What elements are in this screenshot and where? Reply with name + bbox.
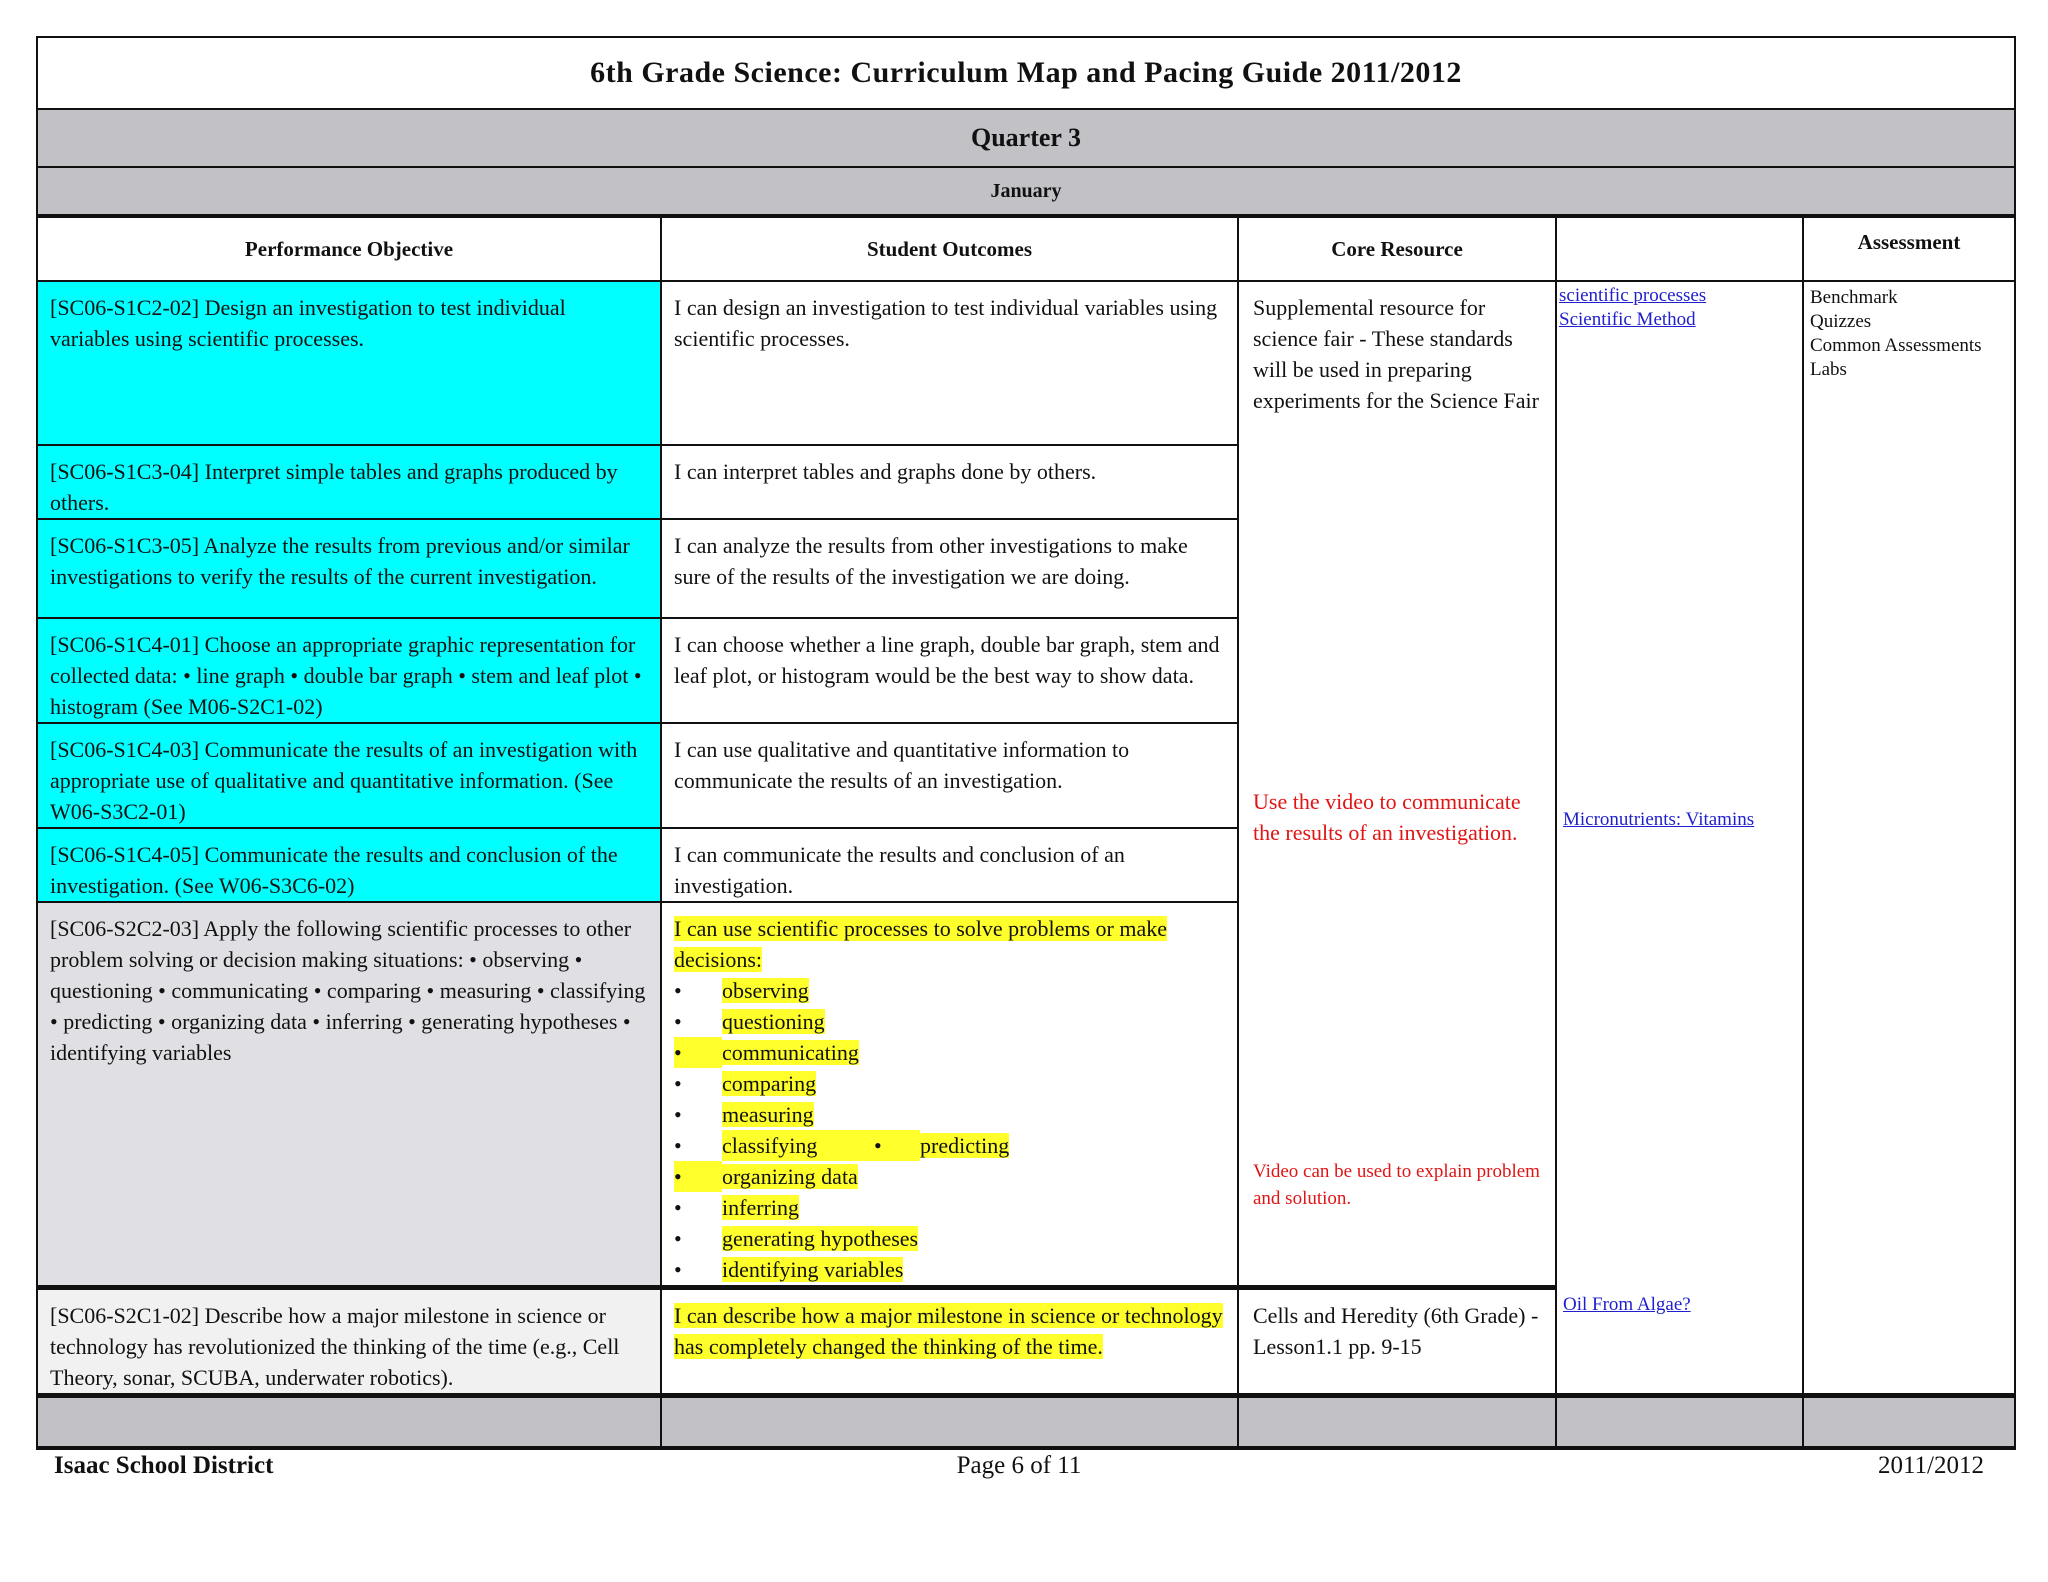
outcome-cell: I can interpret tables and graphs done by others. bbox=[661, 445, 1238, 519]
column-header-links bbox=[1556, 216, 1803, 281]
page-footer bbox=[54, 1452, 1984, 1488]
page-title: 6th Grade Science: Curriculum Map and Pacing Guide 2011/2012 bbox=[37, 37, 2015, 109]
core-resource-cell: Cells and Heredity (6th Grade) - Lesson1.1 pp. 9-15 bbox=[1238, 1288, 1556, 1396]
outcome-cell: I can choose whether a line graph, double bar graph, stem and leaf plot, or histogram would be the best way to show data. bbox=[661, 618, 1238, 723]
video-note: Use the video to communicate the results of an investigation. bbox=[1253, 789, 1521, 845]
process-list bbox=[674, 975, 1225, 1285]
assessment-cell bbox=[1803, 281, 2015, 1396]
objective-cell: [SC06-S1C4-03] Communicate the results of an investigation with appropriate use of qualitative and quantitative information. (See W06-S3C2-01) bbox=[37, 723, 661, 828]
video-note-secondary: Video can be used to explain problem and solution. bbox=[1253, 1161, 1540, 1209]
table-row bbox=[37, 281, 2015, 445]
objective-cell: [SC06-S1C2-02] Design an investigation to test individual variables using scientific processes. bbox=[37, 281, 661, 445]
footer-district: Isaac School District bbox=[54, 1452, 274, 1479]
link-scientific-method[interactable]: Scientific Method bbox=[1559, 309, 1696, 330]
list-item: • comparing bbox=[674, 1071, 817, 1096]
list-item: • measuring bbox=[674, 1102, 814, 1127]
outcome-cell: I can analyze the results from other investigations to make sure of the results of the investigation we are doing. bbox=[661, 519, 1238, 618]
empty-cell bbox=[1238, 1396, 1556, 1449]
list-item: • questioning bbox=[674, 1009, 825, 1034]
curriculum-document bbox=[36, 36, 2014, 1450]
link-oil-from-algae[interactable]: Oil From Algae? bbox=[1563, 1294, 1691, 1315]
list-item: • identifying variables bbox=[674, 1257, 904, 1282]
objective-cell: [SC06-S1C3-05] Analyze the results from previous and/or similar investigations to verify the results of the current investigation. bbox=[37, 519, 661, 618]
assessment-item: Common Assessments bbox=[1810, 335, 1982, 356]
objective-cell: [SC06-S1C3-04] Interpret simple tables and graphs produced by others. bbox=[37, 445, 661, 519]
outcome-cell bbox=[661, 902, 1238, 1288]
assessment-item: Quizzes bbox=[1810, 311, 1872, 332]
outcome-cell: I can use qualitative and quantitative information to communicate the results of an investigation. bbox=[661, 723, 1238, 828]
supplemental-resource-text: Supplemental resource for science fair - These standards will be used in preparing experiments for the Science Fair bbox=[1253, 295, 1539, 413]
footer-page-number: Page 6 of 11 bbox=[956, 1452, 1082, 1479]
link-micronutrients-vitamins[interactable]: Micronutrients: Vitamins bbox=[1563, 809, 1755, 830]
column-header-assessment: Assessment bbox=[1803, 216, 2015, 281]
objective-cell: [SC06-S1C4-01] Choose an appropriate graphic representation for collected data: • line graph • double bar graph • stem and leaf plot • histogram (See M06-S2C1-02) bbox=[37, 618, 661, 723]
month-heading: January bbox=[37, 167, 2015, 216]
links-cell bbox=[1556, 281, 1803, 1396]
objective-cell: [SC06-S2C1-02] Describe how a major milestone in science or technology has revolutionized the thinking of the time (e.g., Cell Theory, sonar, SCUBA, underwater robotics). bbox=[37, 1288, 661, 1396]
list-item: • classifying • predicting bbox=[674, 1130, 1225, 1161]
core-resource-cell bbox=[1238, 281, 1556, 1288]
empty-cell bbox=[1556, 1396, 1803, 1449]
footer-year: 2011/2012 bbox=[1877, 1452, 1984, 1479]
curriculum-table bbox=[36, 36, 2016, 1450]
list-item: • communicating bbox=[674, 1037, 1225, 1068]
list-item: • observing bbox=[674, 978, 809, 1003]
objective-cell: [SC06-S2C2-03] Apply the following scientific processes to other problem solving or decision making situations: • observing • questioning • communicating • comparing • measuring • classifying • predicting • organizing data • inferring • generating hypotheses • identifying variables bbox=[37, 902, 661, 1288]
assessment-item: Benchmark bbox=[1810, 287, 1898, 308]
column-header-objective: Performance Objective bbox=[37, 216, 661, 281]
outcome-intro: I can use scientific processes to solve problems or make decisions: bbox=[674, 916, 1168, 972]
column-header-outcomes: Student Outcomes bbox=[661, 216, 1238, 281]
assessment-item: Labs bbox=[1810, 359, 1847, 380]
list-item: • generating hypotheses bbox=[674, 1226, 919, 1251]
quarter-heading: Quarter 3 bbox=[37, 109, 2015, 167]
outcome-cell: I can communicate the results and conclusion of an investigation. bbox=[661, 828, 1238, 902]
list-item: • organizing data bbox=[674, 1161, 1225, 1192]
outcome-cell: I can describe how a major milestone in science or technology has completely changed the thinking of the time. bbox=[661, 1288, 1238, 1396]
table-footer-row bbox=[37, 1396, 2015, 1449]
column-header-core-resource: Core Resource bbox=[1238, 216, 1556, 281]
link-scientific-processes[interactable]: scientific processes bbox=[1559, 285, 1707, 306]
empty-cell bbox=[661, 1396, 1238, 1449]
empty-cell bbox=[1803, 1396, 2015, 1449]
objective-cell: [SC06-S1C4-05] Communicate the results and conclusion of the investigation. (See W06-S3C6-02) bbox=[37, 828, 661, 902]
list-item: • inferring bbox=[674, 1195, 799, 1220]
outcome-cell: I can design an investigation to test individual variables using scientific processes. bbox=[661, 281, 1238, 445]
empty-cell bbox=[37, 1396, 661, 1449]
